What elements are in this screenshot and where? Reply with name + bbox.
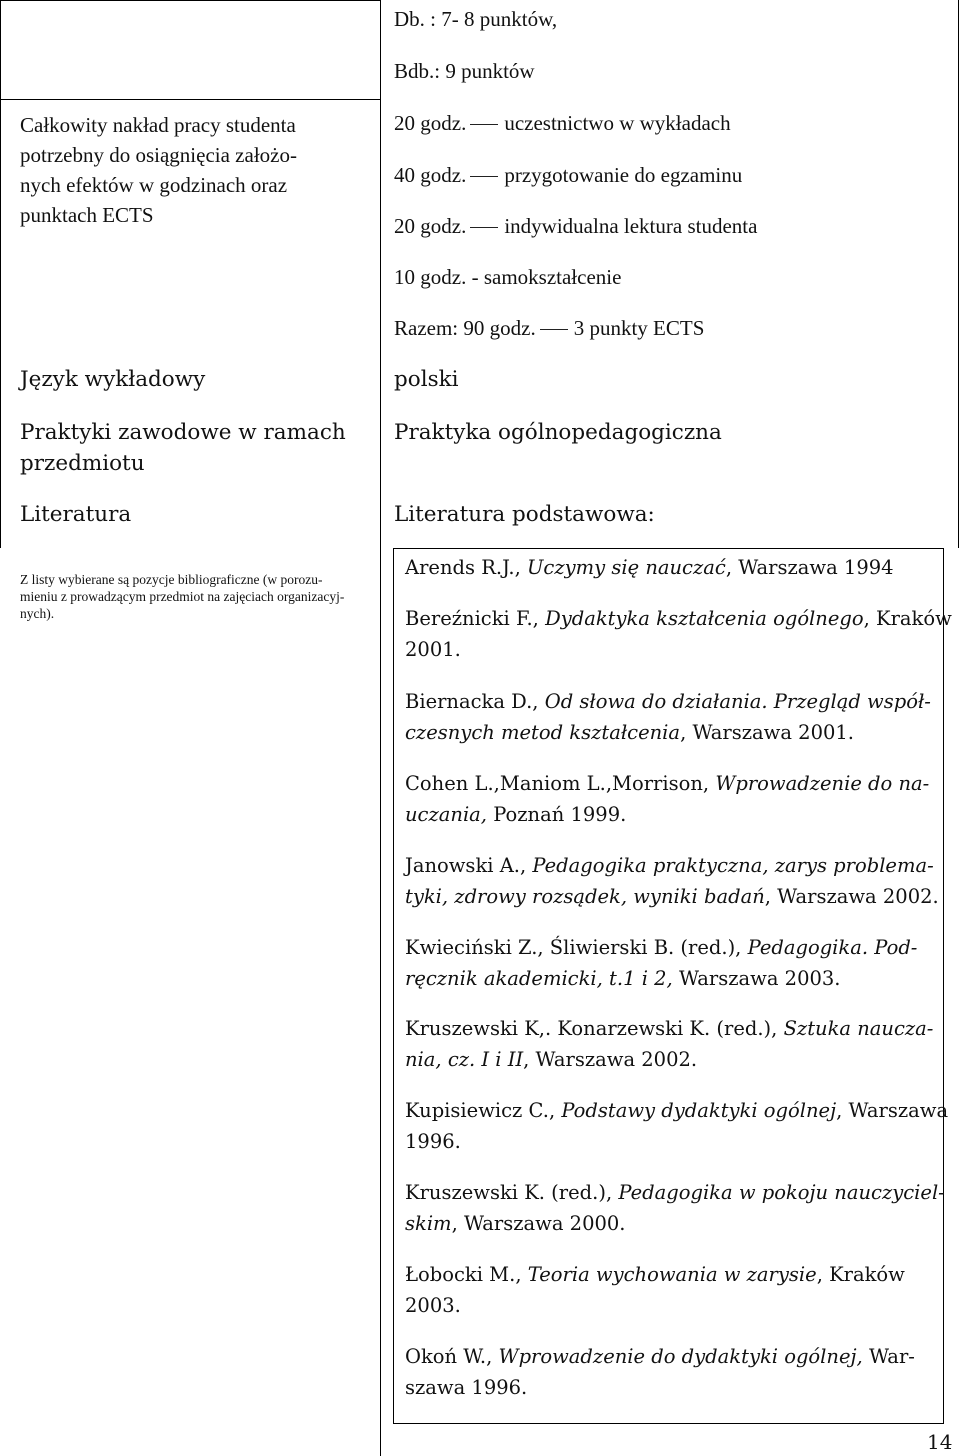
reference-text-segment: , Kraków xyxy=(863,607,952,630)
reference-item xyxy=(405,1095,949,1157)
reference-line xyxy=(405,768,935,799)
workload-label xyxy=(20,110,297,230)
literature-note-line: mieniu z prowadzącym przedmiot na zajęciach organizacyj- xyxy=(20,589,345,604)
reference-title-segment: Pedagogika praktyczna, zarys problema- xyxy=(532,854,934,877)
literature-note-line: Z listy wybierane są pozycje bibliograficzne (w porozu- xyxy=(20,572,323,587)
reference-item xyxy=(405,1341,935,1403)
practice-label-line: przedmiotu xyxy=(20,451,145,476)
workload-activity: uczestnictwo w wykładach xyxy=(504,111,731,135)
reference-text-segment: 1996. xyxy=(405,1130,461,1153)
reference-title-segment: Pedagogika w pokoju nauczyciel- xyxy=(618,1181,945,1204)
reference-line xyxy=(405,1177,945,1208)
reference-title-segment: uczania, xyxy=(405,803,487,826)
reference-title-segment: ręcznik akademicki, t.1 i 2, xyxy=(405,967,673,990)
page-number: 14 xyxy=(927,1430,953,1454)
reference-item xyxy=(405,552,935,583)
reference-text-segment: , Warszawa xyxy=(836,1099,949,1122)
reference-item xyxy=(405,1013,935,1075)
reference-text-segment: Warszawa 2003. xyxy=(672,967,841,990)
reference-line xyxy=(405,1044,935,1075)
references-box-top xyxy=(393,548,944,549)
workload-activity: - samokształcenie xyxy=(471,265,622,289)
reference-text-segment: Kupisiewicz C., xyxy=(405,1099,562,1122)
practice-label-line: Praktyki zawodowe w ramach xyxy=(20,420,346,445)
table-top-border-left xyxy=(0,0,380,1)
workload-hours: 20 godz. xyxy=(394,214,467,238)
reference-title-segment: Pedagogika. Pod- xyxy=(747,936,918,959)
reference-line xyxy=(405,799,935,830)
reference-text-segment: , Warszawa 2002. xyxy=(523,1048,698,1071)
reference-text-segment: , Warszawa 2000. xyxy=(451,1212,626,1235)
reference-title-segment: nia, cz. I i II xyxy=(405,1048,524,1071)
reference-title-segment: Wprowadzenie do na- xyxy=(715,772,930,795)
literature-note xyxy=(20,571,344,622)
reference-item xyxy=(405,932,935,994)
reference-title-segment: Dydaktyka kształcenia ogólnego xyxy=(545,607,864,630)
reference-line xyxy=(405,1208,935,1239)
reference-text-segment: 2003. xyxy=(405,1294,461,1317)
reference-text-segment: Kruszewski K,. Konarzewski K. (red.), xyxy=(405,1017,784,1040)
reference-text-segment: Kruszewski K. (red.), xyxy=(405,1181,619,1204)
reference-text-segment: Okoń W., xyxy=(405,1345,499,1368)
reference-text-segment: War- xyxy=(862,1345,915,1368)
reference-text-segment: Janowski A., xyxy=(405,854,533,877)
workload-label-line: nych efektów w godzinach oraz xyxy=(20,173,288,197)
reference-text-segment: , Warszawa 2001. xyxy=(680,721,855,744)
workload-hours: 20 godz. xyxy=(394,111,467,135)
table-divider-top xyxy=(0,99,380,100)
reference-text-segment: Cohen L.,Maniom L.,Morrison, xyxy=(405,772,716,795)
reference-line xyxy=(405,603,952,634)
workload-total-hours: Razem: 90 godz. xyxy=(394,316,536,340)
dash-separator xyxy=(470,124,498,125)
reference-line xyxy=(405,1095,949,1126)
reference-item xyxy=(405,1177,945,1239)
literature-note-line: nych). xyxy=(20,606,55,621)
reference-text-segment: 2001. xyxy=(405,638,461,661)
workload-total xyxy=(394,316,704,341)
reference-item xyxy=(405,686,935,748)
literature-basic-heading: Literatura podstawowa: xyxy=(394,502,655,527)
reference-text-segment: Bereźnicki F., xyxy=(405,607,546,630)
reference-item xyxy=(405,603,952,665)
reference-text-segment: , Warszawa 2002. xyxy=(764,885,939,908)
dash-separator xyxy=(470,227,498,228)
references-box-right xyxy=(943,548,944,1424)
reference-text-segment: Arends R.J., xyxy=(405,556,527,579)
table-left-border xyxy=(0,0,1,548)
practice-value: Praktyka ogólnopedagogiczna xyxy=(394,420,722,445)
reference-text-segment: , Kraków xyxy=(816,1263,905,1286)
workload-item xyxy=(394,265,621,290)
workload-hours: 10 godz. xyxy=(394,265,467,289)
column-divider xyxy=(380,0,381,1456)
reference-title-segment: Uczymy się nauczać xyxy=(526,556,726,579)
reference-text-segment: , Warszawa 1994 xyxy=(725,556,894,579)
references-box-left xyxy=(393,548,394,1424)
workload-item xyxy=(394,111,731,136)
reference-text-segment: Biernacka D., xyxy=(405,690,545,713)
reference-line xyxy=(405,1290,935,1321)
reference-title-segment: Od słowa do działania. Przegląd współ- xyxy=(544,690,931,713)
workload-activity: przygotowanie do egzaminu xyxy=(504,163,743,187)
table-right-border xyxy=(958,0,959,548)
dash-separator xyxy=(470,176,498,177)
dash-separator xyxy=(540,329,568,330)
reference-line xyxy=(405,634,935,665)
reference-title-segment: tyki, zdrowy rozsądek, wyniki badań xyxy=(405,885,765,908)
workload-label-line: Całkowity nakład pracy studenta xyxy=(20,113,296,137)
reference-line xyxy=(405,850,935,881)
reference-item xyxy=(405,850,939,912)
reference-title-segment: Teoria wychowania w zarysie xyxy=(527,1263,817,1286)
workload-label-line: potrzebny do osiągnięcia założo- xyxy=(20,143,297,167)
reference-line xyxy=(405,1013,935,1044)
references-box-bottom xyxy=(393,1423,944,1424)
reference-line xyxy=(405,1259,935,1290)
language-label: Język wykładowy xyxy=(20,367,206,392)
literature-label: Literatura xyxy=(20,502,132,527)
language-value: polski xyxy=(394,367,459,392)
reference-line xyxy=(405,963,935,994)
reference-text-segment: Łobocki M., xyxy=(405,1263,528,1286)
reference-item xyxy=(405,1259,935,1321)
workload-activity: indywidualna lektura studenta xyxy=(504,214,758,238)
reference-line xyxy=(405,552,935,583)
grade-bdb: Bdb.: 9 punktów xyxy=(394,59,535,83)
reference-line xyxy=(405,1341,935,1372)
workload-label-line: punktach ECTS xyxy=(20,203,154,227)
reference-title-segment: skim xyxy=(405,1212,452,1235)
workload-total-ects: 3 punkty ECTS xyxy=(573,316,705,340)
workload-item xyxy=(394,163,742,188)
reference-item xyxy=(405,768,935,830)
reference-title-segment: Podstawy dydaktyki ogólnej xyxy=(561,1099,837,1122)
reference-title-segment: Wprowadzenie do dydaktyki ogólnej, xyxy=(498,1345,863,1368)
reference-line xyxy=(405,717,935,748)
reference-line xyxy=(405,881,939,912)
reference-line xyxy=(405,932,935,963)
reference-text-segment: szawa 1996. xyxy=(405,1376,528,1399)
reference-text-segment: Kwieciński Z., Śliwierski B. (red.), xyxy=(405,936,748,959)
workload-item xyxy=(394,214,757,239)
practice-label xyxy=(20,417,346,479)
reference-title-segment: czesnych metod kształcenia xyxy=(405,721,681,744)
reference-title-segment: Sztuka naucza- xyxy=(783,1017,934,1040)
reference-line xyxy=(405,1126,935,1157)
workload-hours: 40 godz. xyxy=(394,163,467,187)
reference-line xyxy=(405,686,935,717)
reference-text-segment: Poznań 1999. xyxy=(487,803,627,826)
grade-db: Db. : 7- 8 punktów, xyxy=(394,7,558,31)
reference-line xyxy=(405,1372,935,1403)
